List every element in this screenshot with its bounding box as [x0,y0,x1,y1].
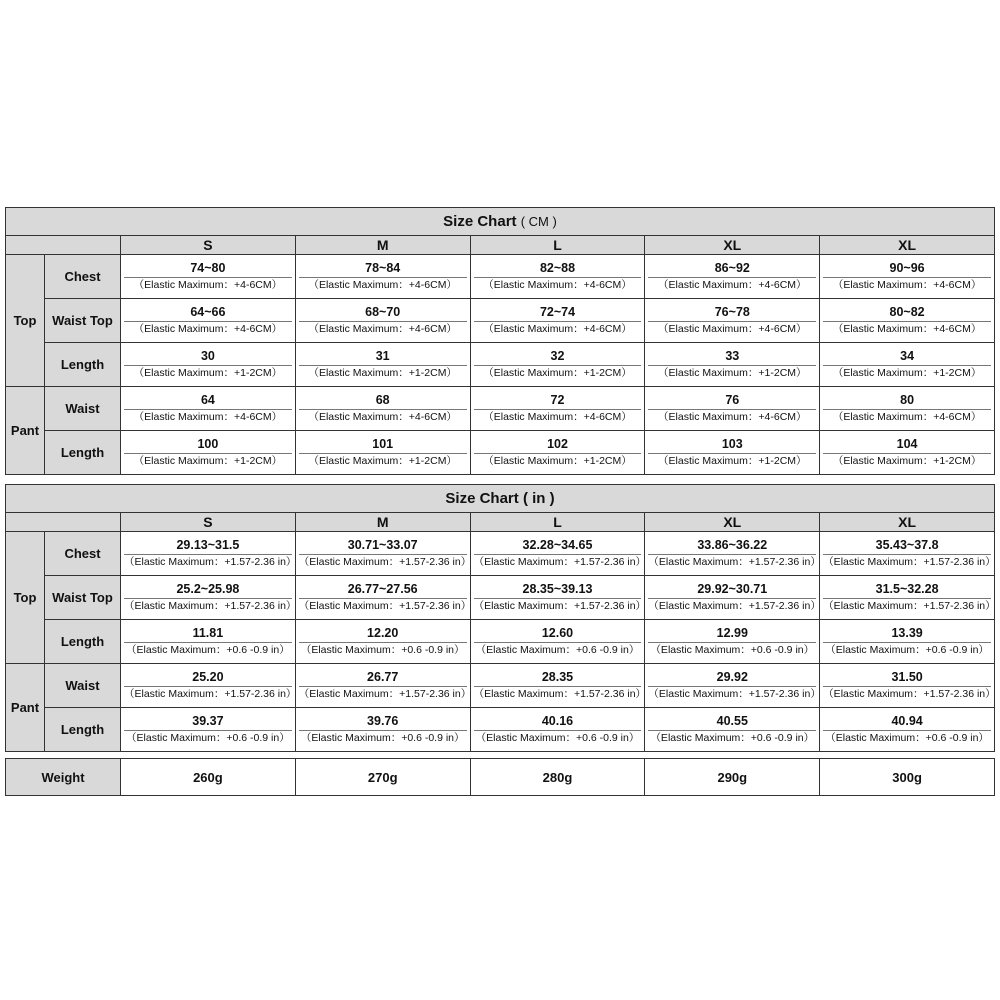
size-cell [470,532,645,576]
size-cell [645,299,820,343]
elastic-note: （Elastic Maximum：+4-6CM） [648,277,816,292]
size-cell [295,532,470,576]
elastic-note: （Elastic Maximum：+0.6 -0.9 in） [823,642,991,657]
measure-value: 40.55 [716,714,748,728]
row-label: Waist [45,664,121,708]
measure-value: 13.39 [891,626,923,640]
cm-title-row [6,208,995,236]
elastic-note: （Elastic Maximum：+0.6 -0.9 in） [299,730,467,745]
size-cell [121,664,296,708]
elastic-note: （Elastic Maximum：+4-6CM） [648,321,816,336]
measure-value: 32.28~34.65 [522,538,593,552]
measure-value: 78~84 [365,261,401,275]
elastic-note: （Elastic Maximum：+1.57-2.36 in） [124,556,297,568]
size-cell [645,387,820,431]
size-cell [295,708,470,752]
measure-value: 29.92 [716,670,748,684]
measure-value: 30 [200,349,215,363]
size-cell [645,343,820,387]
measure-value: 26.77~27.56 [347,582,418,596]
corner-cell [6,513,121,532]
row-label: Length [45,620,121,664]
elastic-note: （Elastic Maximum：+1.57-2.36 in） [823,688,996,700]
size-header: M [295,513,470,532]
size-chart-cm-table [5,207,995,475]
table-row [6,299,995,343]
size-header: XL [820,513,995,532]
measure-value: 74~80 [190,261,226,275]
elastic-note: （Elastic Maximum：+4-6CM） [648,409,816,424]
size-cell [645,664,820,708]
elastic-note: （Elastic Maximum：+1.57-2.36 in） [473,556,647,568]
elastic-note: （Elastic Maximum：+4-6CM） [823,321,991,336]
size-cell [121,343,296,387]
measure-value: 12.60 [541,626,574,640]
weight-label: Weight [6,759,121,796]
measure-value: 64~66 [190,305,226,319]
size-header: XL [820,236,995,255]
elastic-note: （Elastic Maximum：+1-2CM） [299,365,467,380]
row-label: Waist [45,387,121,431]
in-table-title: Size Chart ( in ) [6,485,995,513]
elastic-note: （Elastic Maximum：+0.6 -0.9 in） [474,642,642,657]
size-cell [470,431,645,475]
size-header: L [470,236,645,255]
elastic-note: （Elastic Maximum：+1.57-2.36 in） [298,688,472,700]
measure-value: 25.2~25.98 [176,582,240,596]
elastic-note: （Elastic Maximum：+1.57-2.36 in） [648,600,821,612]
size-cell [470,576,645,620]
weight-row [6,759,995,796]
measure-value: 102 [547,437,568,451]
size-cell [121,532,296,576]
elastic-note: （Elastic Maximum：+0.6 -0.9 in） [823,730,991,745]
table-row [6,343,995,387]
size-cell [820,620,995,664]
corner-cell [6,236,121,255]
elastic-note: （Elastic Maximum：+0.6 -0.9 in） [299,642,467,657]
size-header: M [295,236,470,255]
row-label: Length [45,343,121,387]
elastic-note: （Elastic Maximum：+1-2CM） [124,453,292,468]
measure-value: 35.43~37.8 [875,538,939,552]
measure-value: 31.5~32.28 [875,582,939,596]
measure-value: 12.20 [367,626,399,640]
measure-value: 33.86~36.22 [697,538,768,552]
table-row [6,431,995,475]
size-cell [121,255,296,299]
cm-size-header-row [6,236,995,255]
size-cell [470,255,645,299]
size-cell [470,299,645,343]
size-cell [820,532,995,576]
cm-table-title: Size Chart ( CM ) [6,208,995,236]
measure-value: 31.50 [891,670,923,684]
measure-value: 68~70 [365,305,401,319]
size-cell [121,708,296,752]
measure-value: 25.20 [192,670,224,684]
weight-value: 290g [645,759,820,796]
measure-value: 34 [900,349,915,363]
measure-value: 90~96 [889,261,925,275]
size-cell [820,255,995,299]
elastic-note: （Elastic Maximum：+1.57-2.36 in） [124,688,297,700]
elastic-note: （Elastic Maximum：+1-2CM） [648,453,816,468]
measure-value: 40.16 [541,714,574,728]
size-header: L [470,513,645,532]
size-cell [820,299,995,343]
group-label-top: Top [6,255,45,387]
elastic-note: （Elastic Maximum：+0.6 -0.9 in） [648,730,816,745]
elastic-note: （Elastic Maximum：+4-6CM） [299,277,467,292]
weight-value: 300g [820,759,995,796]
measure-value: 40.94 [891,714,923,728]
elastic-note: （Elastic Maximum：+1-2CM） [823,453,991,468]
elastic-note: （Elastic Maximum：+4-6CM） [823,277,991,292]
weight-table [5,758,995,796]
in-title-row [6,485,995,513]
measure-value: 76 [725,393,740,407]
size-cell [820,664,995,708]
measure-value: 86~92 [714,261,750,275]
measure-value: 82~88 [539,261,576,275]
size-cell [121,620,296,664]
measure-value: 68 [375,393,390,407]
weight-value: 260g [121,759,296,796]
size-cell [470,708,645,752]
measure-value: 104 [896,437,918,451]
size-cell [121,431,296,475]
in-size-header-row [6,513,995,532]
elastic-note: （Elastic Maximum：+1.57-2.36 in） [298,600,472,612]
size-cell [470,387,645,431]
elastic-note: （Elastic Maximum：+1.57-2.36 in） [823,600,996,612]
size-cell [645,576,820,620]
measure-value: 64 [200,393,215,407]
weight-value: 270g [295,759,470,796]
size-cell [295,299,470,343]
elastic-note: （Elastic Maximum：+4-6CM） [474,321,642,336]
elastic-note: （Elastic Maximum：+4-6CM） [823,409,991,424]
measure-value: 103 [721,437,743,451]
size-chart-in-table [5,484,995,752]
table-row [6,532,995,576]
measure-value: 76~78 [714,305,750,319]
size-cell [295,664,470,708]
table-row [6,387,995,431]
size-cell [645,532,820,576]
size-header: XL [645,513,820,532]
table-row [6,255,995,299]
elastic-note: （Elastic Maximum：+4-6CM） [124,277,292,292]
measure-value: 12.99 [716,626,748,640]
elastic-note: （Elastic Maximum：+1.57-2.36 in） [124,600,297,612]
measure-value: 28.35 [541,670,574,684]
size-cell [470,343,645,387]
elastic-note: （Elastic Maximum：+1-2CM） [299,453,467,468]
size-cell [820,343,995,387]
measure-value: 39.76 [367,714,399,728]
size-cell [295,431,470,475]
row-label: Chest [45,255,121,299]
size-cell [820,708,995,752]
measure-value: 39.37 [192,714,224,728]
row-label: Waist Top [45,576,121,620]
size-cell [645,431,820,475]
table-row [6,620,995,664]
size-cell [470,664,645,708]
size-header: XL [645,236,820,255]
elastic-note: （Elastic Maximum：+1-2CM） [823,365,991,380]
elastic-note: （Elastic Maximum：+1.57-2.36 in） [473,688,647,700]
measure-value: 100 [197,437,219,451]
measure-value: 26.77 [367,670,399,684]
elastic-note: （Elastic Maximum：+0.6 -0.9 in） [474,730,642,745]
size-cell [820,387,995,431]
elastic-note: （Elastic Maximum：+4-6CM） [124,321,292,336]
table-row [6,708,995,752]
measure-value: 72 [550,393,565,407]
measure-value: 101 [372,437,394,451]
size-cell [820,431,995,475]
measure-value: 30.71~33.07 [347,538,418,552]
size-cell [470,620,645,664]
size-cell [645,708,820,752]
elastic-note: （Elastic Maximum：+4-6CM） [124,409,292,424]
size-cell [645,620,820,664]
elastic-note: （Elastic Maximum：+0.6 -0.9 in） [124,642,292,657]
weight-value: 280g [470,759,645,796]
size-cell [121,299,296,343]
size-cell [121,576,296,620]
size-cell [121,387,296,431]
measure-value: 28.35~39.13 [522,582,593,596]
measure-value: 11.81 [192,626,224,640]
elastic-note: （Elastic Maximum：+4-6CM） [474,409,642,424]
elastic-note: （Elastic Maximum：+1-2CM） [474,453,642,468]
measure-value: 72~74 [539,305,576,319]
elastic-note: （Elastic Maximum：+1-2CM） [474,365,642,380]
size-header: S [121,236,296,255]
row-label: Waist Top [45,299,121,343]
size-cell [295,620,470,664]
row-label: Chest [45,532,121,576]
elastic-note: （Elastic Maximum：+1.57-2.36 in） [648,556,821,568]
size-cell [295,576,470,620]
elastic-note: （Elastic Maximum：+4-6CM） [299,321,467,336]
elastic-note: （Elastic Maximum：+0.6 -0.9 in） [124,730,292,745]
elastic-note: （Elastic Maximum：+0.6 -0.9 in） [648,642,816,657]
size-cell [295,387,470,431]
measure-value: 32 [550,349,565,363]
table-row [6,576,995,620]
size-cell [295,255,470,299]
group-label-top: Top [6,532,45,664]
measure-value: 80 [900,393,915,407]
group-label-pant: Pant [6,664,45,752]
measure-value: 29.13~31.5 [176,538,240,552]
elastic-note: （Elastic Maximum：+1-2CM） [124,365,292,380]
table-row [6,664,995,708]
elastic-note: （Elastic Maximum：+4-6CM） [299,409,467,424]
row-label: Length [45,431,121,475]
row-label: Length [45,708,121,752]
measure-value: 29.92~30.71 [697,582,768,596]
measure-value: 33 [725,349,740,363]
measure-value: 31 [375,349,390,363]
measure-value: 80~82 [889,305,925,319]
size-header: S [121,513,296,532]
elastic-note: （Elastic Maximum：+1.57-2.36 in） [473,600,647,612]
elastic-note: （Elastic Maximum：+1-2CM） [648,365,816,380]
elastic-note: （Elastic Maximum：+1.57-2.36 in） [823,556,996,568]
elastic-note: （Elastic Maximum：+4-6CM） [474,277,642,292]
elastic-note: （Elastic Maximum：+1.57-2.36 in） [648,688,821,700]
size-cell [645,255,820,299]
size-cell [295,343,470,387]
size-cell [820,576,995,620]
group-label-pant: Pant [6,387,45,475]
elastic-note: （Elastic Maximum：+1.57-2.36 in） [298,556,472,568]
